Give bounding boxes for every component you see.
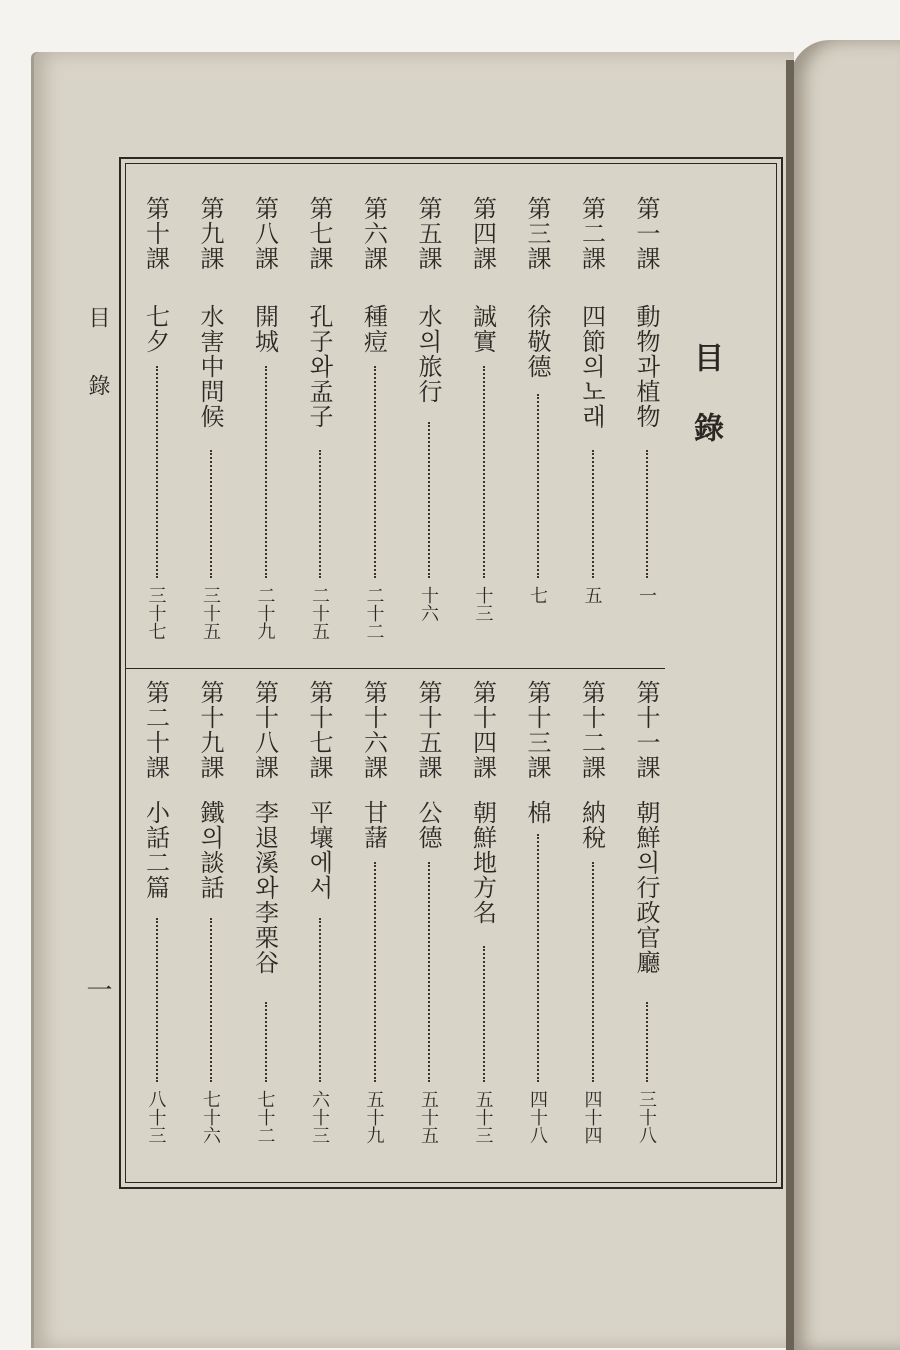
toc-entry — [301, 196, 333, 656]
page-number: 四十八 — [527, 1090, 548, 1144]
toc-entry — [519, 680, 551, 1160]
leader-dots — [156, 366, 158, 578]
lesson-number: 第十九課 — [196, 680, 224, 780]
toc-entry — [574, 680, 606, 1160]
lesson-title: 水의旅行 — [414, 304, 442, 404]
toc-entry — [465, 196, 497, 656]
toc-section-divider — [125, 668, 665, 669]
leader-dots — [319, 918, 321, 1082]
leader-dots — [210, 918, 212, 1082]
toc-entry — [192, 680, 224, 1160]
toc-entry — [247, 680, 279, 1160]
page-number: 四十四 — [581, 1090, 603, 1144]
toc-entry — [628, 196, 660, 656]
lesson-number: 第三課 — [523, 196, 551, 271]
leader-dots — [646, 1002, 648, 1082]
page-number: 八十三 — [145, 1090, 167, 1144]
leader-dots — [592, 862, 594, 1082]
lesson-title: 納稅 — [577, 800, 606, 850]
lesson-number: 第五課 — [414, 196, 442, 271]
page-number: 三十八 — [636, 1090, 657, 1144]
page-number: 三十五 — [200, 586, 221, 640]
lesson-title: 種痘 — [359, 304, 388, 354]
leader-dots — [646, 450, 648, 578]
lesson-title: 徐敬德 — [523, 304, 551, 379]
leader-dots — [374, 366, 376, 578]
page-folio: 一 — [82, 976, 112, 1004]
toc-entry — [138, 196, 170, 656]
page-number: 一 — [636, 586, 657, 604]
page-number: 五 — [581, 586, 603, 604]
page-number: 十六 — [418, 586, 439, 622]
leader-dots — [537, 394, 539, 578]
lesson-title: 誠實 — [468, 304, 497, 354]
leader-dots — [210, 450, 212, 578]
lesson-number: 第四課 — [468, 196, 497, 271]
toc-entry — [574, 196, 606, 656]
lesson-title: 開城 — [250, 304, 279, 354]
lesson-title: 孔子와孟子 — [305, 304, 333, 429]
lesson-title: 朝鮮의行政官廳 — [632, 800, 660, 975]
lesson-title: 棉 — [523, 800, 551, 825]
leader-dots — [374, 862, 376, 1082]
page-edge-shadow — [786, 60, 794, 1350]
lesson-title: 鐵의談話 — [196, 800, 224, 900]
toc-entry — [356, 680, 388, 1160]
lesson-number: 第十八課 — [250, 680, 279, 780]
toc-entry — [356, 196, 388, 656]
leader-dots — [428, 422, 430, 578]
leader-dots — [265, 1002, 267, 1082]
lesson-title: 水害中問候 — [196, 304, 224, 429]
lesson-title: 朝鮮地方名 — [468, 800, 497, 925]
leader-dots — [428, 862, 430, 1082]
toc-entry — [247, 196, 279, 656]
leader-dots — [319, 450, 321, 578]
lesson-number: 第十七課 — [305, 680, 333, 780]
lesson-title: 四節의노래 — [577, 304, 606, 429]
running-title: 目錄 — [85, 306, 110, 442]
toc-entry — [138, 680, 170, 1160]
lesson-title: 李退溪와李栗谷 — [250, 800, 279, 975]
lesson-title: 小話二篇 — [141, 800, 170, 900]
lesson-title: 動物과植物 — [632, 304, 660, 429]
leader-dots — [592, 450, 594, 578]
page-number: 二十九 — [254, 586, 276, 640]
toc-entry — [465, 680, 497, 1160]
page-number: 五十五 — [418, 1090, 439, 1144]
page-number: 七 — [527, 586, 548, 604]
lesson-number: 第十五課 — [414, 680, 442, 780]
lesson-number: 第十四課 — [468, 680, 497, 780]
lesson-number: 第九課 — [196, 196, 224, 271]
toc-entry — [410, 196, 442, 656]
lesson-number: 第十課 — [141, 196, 170, 271]
leader-dots — [265, 366, 267, 578]
lesson-title: 七夕 — [141, 304, 170, 354]
lesson-number: 第一課 — [632, 196, 660, 271]
lesson-number: 第十二課 — [577, 680, 606, 780]
page-number: 五十九 — [363, 1090, 385, 1144]
page-number: 五十三 — [472, 1090, 494, 1144]
lesson-title: 平壤에서 — [305, 800, 333, 900]
page-number: 三十七 — [145, 586, 167, 640]
page-number: 七十二 — [254, 1090, 276, 1144]
lesson-number: 第六課 — [359, 196, 388, 271]
lesson-title: 甘藷 — [359, 800, 388, 850]
page-number: 六十三 — [309, 1090, 330, 1144]
leader-dots — [483, 946, 485, 1082]
leader-dots — [483, 366, 485, 578]
toc-entry — [192, 196, 224, 656]
toc-entry — [410, 680, 442, 1160]
leader-dots — [156, 918, 158, 1082]
page-number: 七十六 — [200, 1090, 221, 1144]
facing-page-edge — [790, 40, 900, 1350]
toc-entry — [628, 680, 660, 1160]
toc-entry — [519, 196, 551, 656]
toc-title: 目錄 — [688, 342, 723, 482]
lesson-number: 第十六課 — [359, 680, 388, 780]
lesson-number: 第二課 — [577, 196, 606, 271]
lesson-number: 第七課 — [305, 196, 333, 271]
lesson-number: 第十一課 — [632, 680, 660, 780]
lesson-number: 第二十課 — [141, 680, 170, 780]
lesson-title: 公德 — [414, 800, 442, 850]
page-number: 二十二 — [363, 586, 385, 640]
lesson-number: 第八課 — [250, 196, 279, 271]
lesson-number: 第十三課 — [523, 680, 551, 780]
page-number: 十三 — [472, 586, 494, 622]
toc-entry — [301, 680, 333, 1160]
leader-dots — [537, 834, 539, 1082]
page-number: 二十五 — [309, 586, 330, 640]
